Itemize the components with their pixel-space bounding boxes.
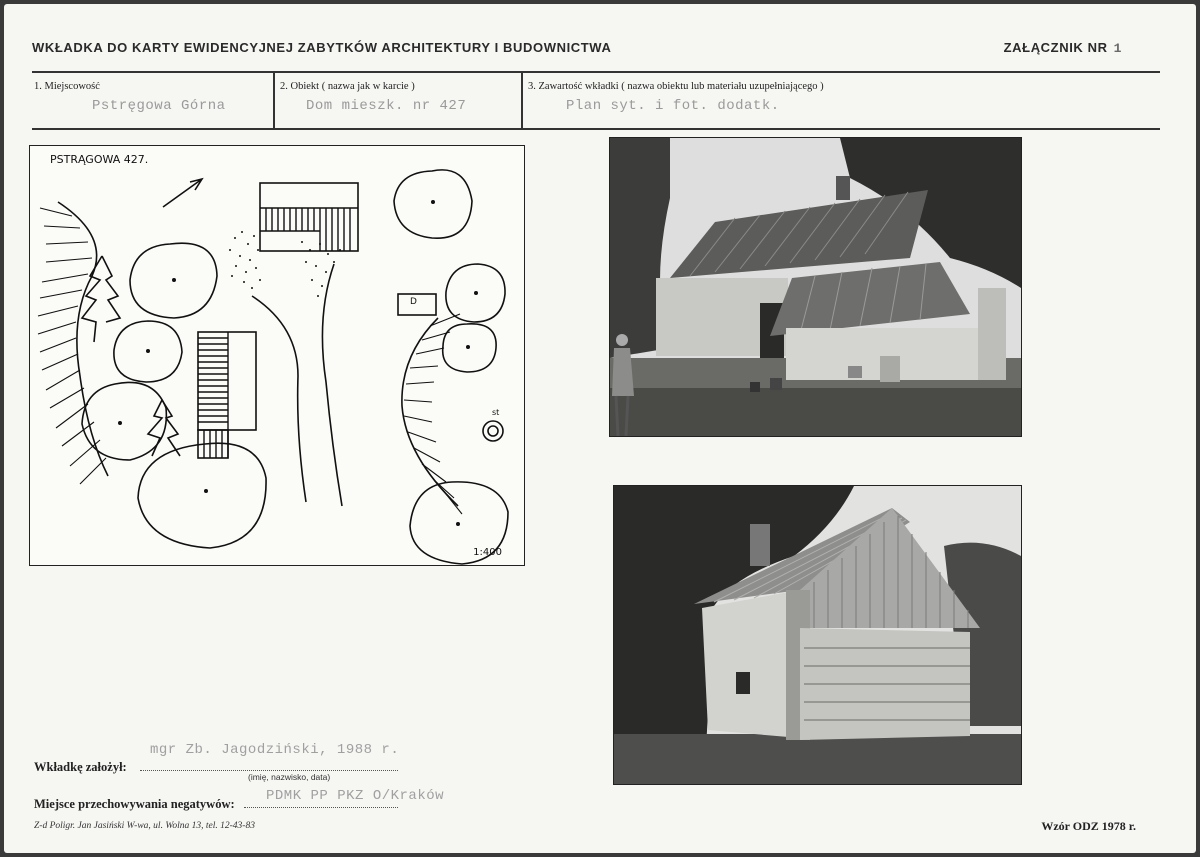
plan-scale: 1:400	[473, 547, 502, 558]
contents-label: 3. Zawartość wkładki ( nazwa obiektu lub materiału uzupełniającego )	[528, 81, 824, 92]
storage-label: Miejsce przechowywania negatywów:	[34, 797, 235, 811]
sheet-title: WKŁADKA DO KARTY EWIDENCYJNEJ ZABYTKÓW ARCHITEKTURY I BUDOWNICTWA	[32, 40, 612, 55]
form-template-label: Wzór ODZ 1978 r.	[1041, 819, 1136, 833]
header-bottom-rule	[32, 128, 1160, 130]
contents-value: Plan syt. i fot. dodatk.	[566, 98, 780, 114]
author-value: mgr Zb. Jagodziński, 1988 r.	[150, 742, 400, 758]
locality-value: Pstręgowa Górna	[92, 98, 226, 114]
storage-value: PDMK PP PKZ O/Kraków	[266, 788, 445, 804]
object-label: 2. Obiekt ( nazwa jak w karcie )	[280, 81, 415, 92]
field-divider	[521, 72, 523, 128]
locality-label: 1. Miejscowość	[34, 81, 100, 92]
field-divider	[273, 72, 275, 128]
house-side-photo	[613, 485, 1022, 785]
plan-title: PSTRĄGOWA 427.	[50, 153, 149, 166]
site-plan-drawing	[30, 146, 524, 565]
plan-outbuilding-label: D	[410, 297, 417, 307]
annex-number: 1	[1113, 41, 1122, 56]
header-top-rule	[32, 71, 1160, 73]
author-dotted-line	[140, 770, 398, 771]
record-sheet	[4, 4, 1196, 853]
author-hint: (imię, nazwisko, data)	[248, 772, 331, 782]
house-front-photo	[609, 137, 1022, 437]
plan-well-label: st	[492, 408, 500, 417]
site-plan	[29, 145, 525, 566]
author-label: Wkładkę założył:	[34, 760, 127, 774]
printer-imprint: Z-d Poligr. Jan Jasiński W-wa, ul. Wolna 13, tel. 12-43-83	[34, 821, 255, 831]
annex-label: ZAŁĄCZNIK NR 1	[1003, 40, 1122, 56]
storage-dotted-line	[244, 807, 398, 808]
object-value: Dom mieszk. nr 427	[306, 98, 467, 114]
